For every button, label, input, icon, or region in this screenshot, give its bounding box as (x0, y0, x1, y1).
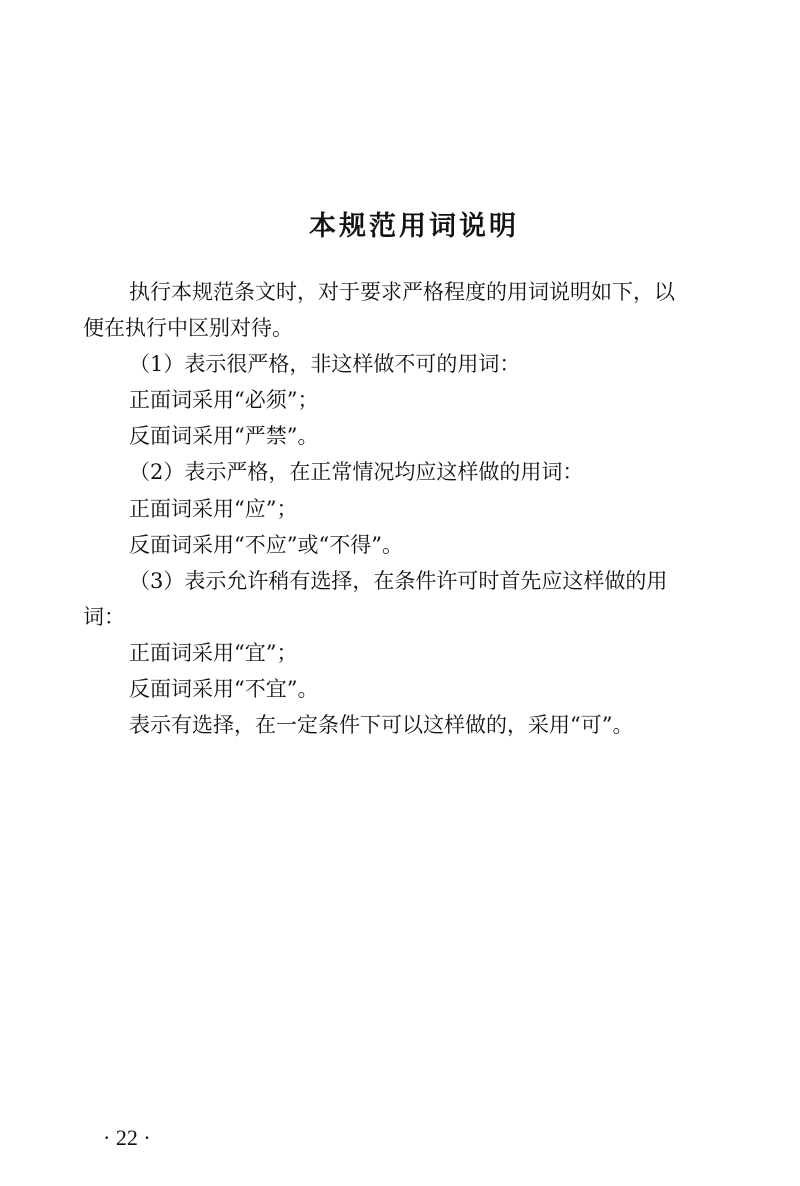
body-line-item-1: （1）表示很严格，非这样做不可的用词： (129, 352, 521, 377)
body-line-item-3-positive: 正面词采用“宜”； (129, 640, 298, 665)
body-line-item-1-negative: 反面词采用“严禁”。 (129, 424, 319, 449)
body-line-item-3-negative: 反面词采用“不宜”。 (129, 677, 319, 702)
body-line-optional: 表示有选择，在一定条件下可以这样做的，采用“可”。 (129, 713, 634, 738)
body-line-item-2: （2）表示严格，在正常情况均应这样做的用词： (129, 460, 584, 485)
body-line-intro: 执行本规范条文时，对于要求严格程度的用词说明如下，以 (129, 280, 675, 304)
body-line-item-3-continued: 词： (83, 604, 125, 629)
body-line-item-2-negative: 反面词采用“不应”或“不得”。 (129, 532, 403, 557)
page-number: · 22 · (103, 1125, 151, 1150)
body-line-item-1-positive: 正面词采用“必须”； (129, 388, 319, 413)
body-line-item-2-positive: 正面词采用“应”； (129, 496, 298, 521)
body-line-item-3: （3）表示允许稍有选择，在条件许可时首先应这样做的用 (129, 568, 668, 593)
body-text (83, 274, 749, 743)
page-title: 本规范用词说明 (309, 211, 519, 242)
body-line-intro-continued: 便在执行中区别对待。 (83, 316, 293, 341)
